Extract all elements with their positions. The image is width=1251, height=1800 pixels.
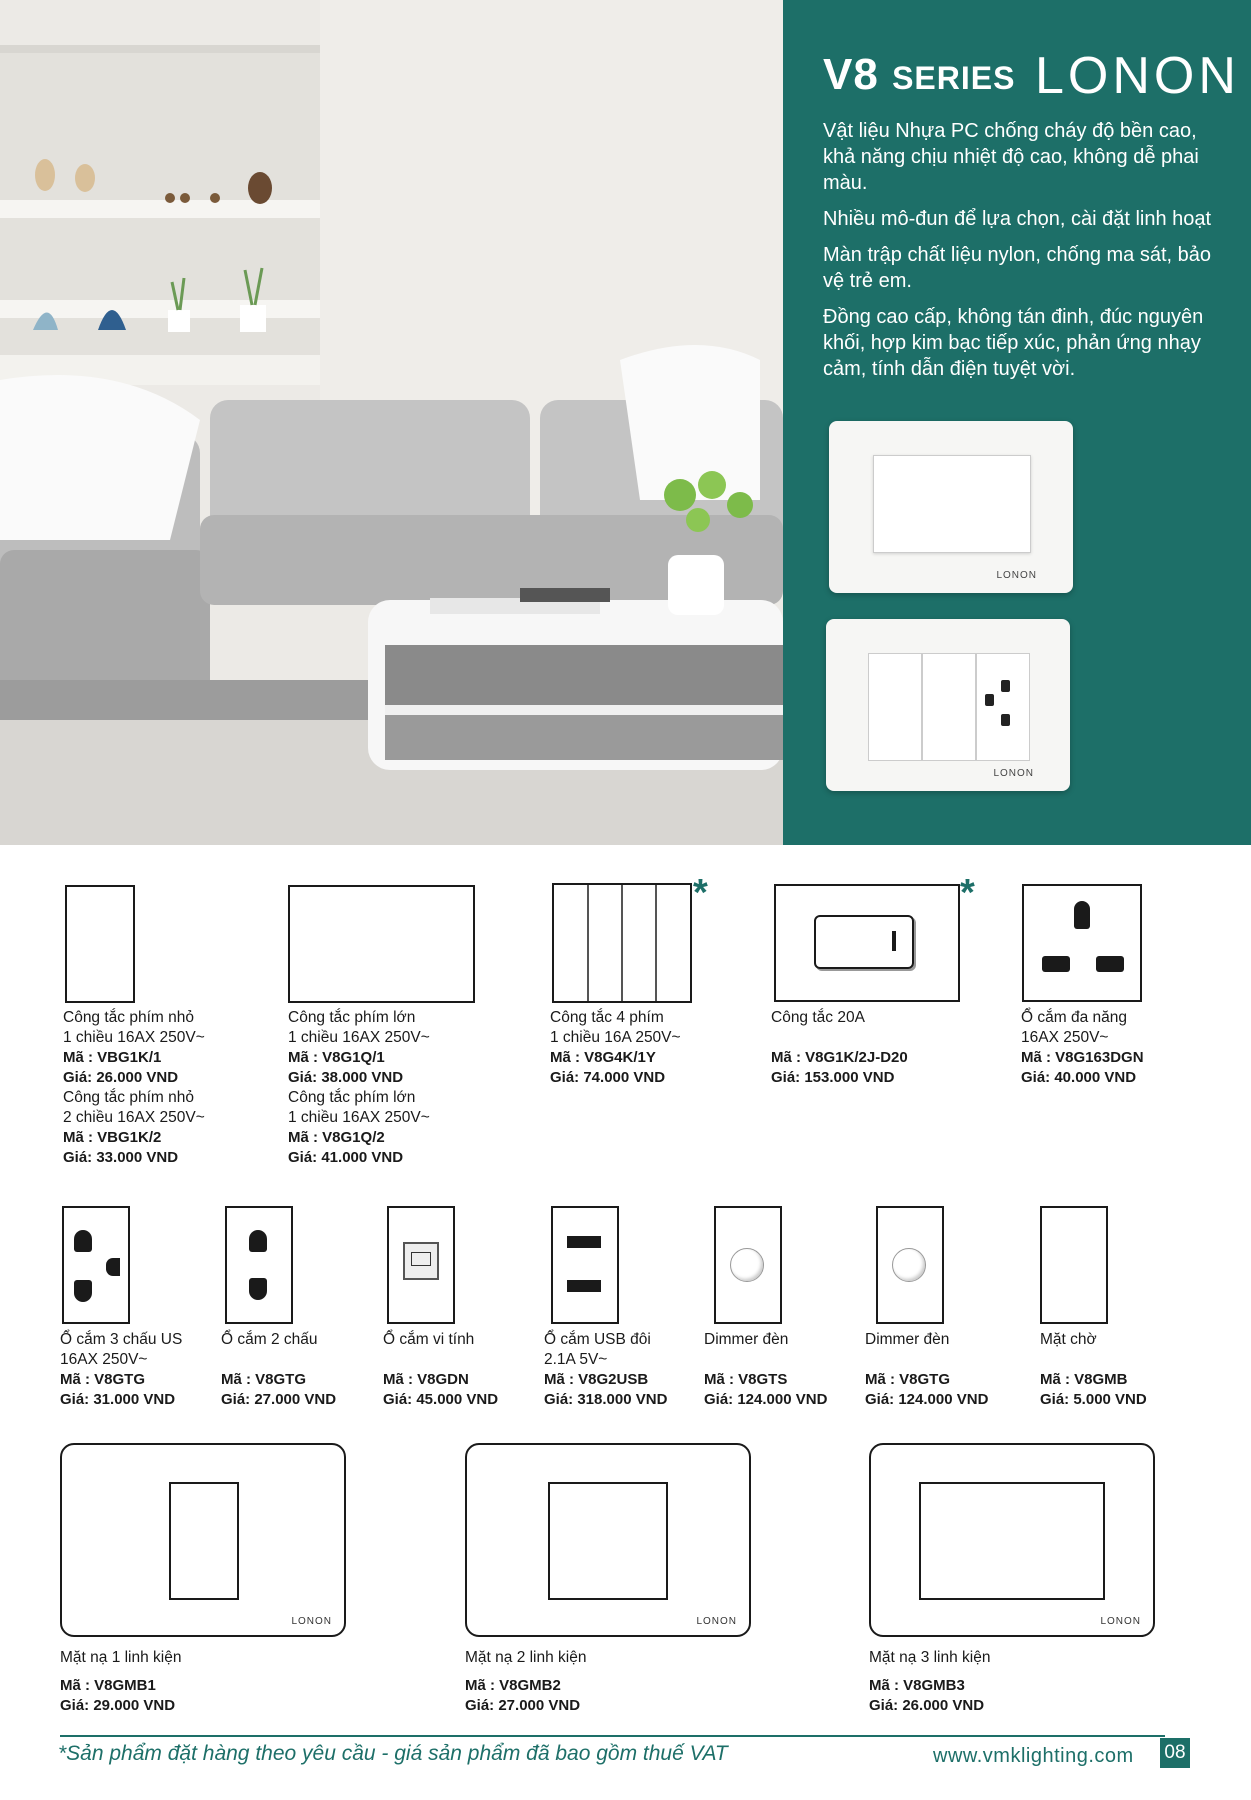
product-name: Công tắc phím nhỏ 2 chiều 16AX 250V~ bbox=[63, 1089, 205, 1126]
product-name: Dimmer đèn bbox=[704, 1331, 789, 1348]
website-link[interactable]: www.vmklighting.com bbox=[933, 1745, 1134, 1767]
switch-rocker bbox=[873, 455, 1031, 553]
product-price: Giá: 318.000 VND bbox=[544, 1391, 668, 1408]
product-small-key-switch bbox=[63, 1008, 205, 1168]
mask-3-module-icon bbox=[869, 1443, 1155, 1637]
product-price: Giá: 124.000 VND bbox=[704, 1391, 828, 1408]
switch-plate-photo bbox=[829, 421, 1073, 593]
product-four-key-switch bbox=[550, 1008, 681, 1088]
plate-logo: LONON bbox=[1100, 1616, 1141, 1627]
series-label: SERIES bbox=[892, 60, 1016, 96]
2pin-socket-icon bbox=[225, 1206, 293, 1324]
laptop-glyph bbox=[411, 1252, 431, 1266]
socket-module bbox=[976, 653, 1030, 761]
product-computer-socket bbox=[383, 1330, 498, 1410]
plate-logo: LONON bbox=[996, 570, 1037, 581]
feature-2: Nhiều mô-đun để lựa chọn, cài đặt linh hoạt bbox=[823, 208, 1212, 230]
product-price: Giá: 27.000 VND bbox=[221, 1391, 337, 1408]
order-star: * bbox=[960, 872, 975, 914]
product-price: Giá: 45.000 VND bbox=[383, 1391, 499, 1408]
product-code: Mã : V8G1Q/1 bbox=[288, 1049, 385, 1066]
product-name: Ổ cắm 3 chấu US 16AX 250V~ bbox=[60, 1331, 183, 1368]
pin bbox=[106, 1258, 120, 1276]
plate-logo: LONON bbox=[993, 768, 1034, 779]
universal-socket-icon bbox=[1022, 884, 1142, 1002]
switch-20a-icon bbox=[774, 884, 960, 1002]
teal-info-panel bbox=[783, 0, 1251, 845]
product-name: Mặt nạ 2 linh kiện bbox=[465, 1649, 587, 1666]
page-number: 08 bbox=[1160, 1738, 1190, 1768]
product-price: Giá: 31.000 VND bbox=[60, 1391, 176, 1408]
product-code: Mã : V8GTG bbox=[865, 1371, 951, 1388]
product-mask-2 bbox=[465, 1648, 587, 1716]
feature-4: Đồng cao cấp, không tán đinh, đúc nguyên khối, hợp kim bạc tiếp xúc, phản ứng nhạy cảm, tính dẫn điện tuyệt vời. bbox=[823, 306, 1204, 380]
product-code: Mã : V8G1K/2J-D20 bbox=[771, 1049, 908, 1066]
dimmer-knob bbox=[730, 1248, 764, 1282]
product-code: Mã : V8G2USB bbox=[544, 1371, 649, 1388]
product-code: Mã : V8GMB bbox=[1040, 1371, 1128, 1388]
product-name: Công tắc phím nhỏ 1 chiều 16AX 250V~ bbox=[63, 1009, 205, 1046]
network-port-icon bbox=[403, 1242, 439, 1280]
product-dimmer-1 bbox=[704, 1330, 827, 1410]
module-opening bbox=[169, 1482, 239, 1600]
product-code: Mã : V8GTG bbox=[60, 1371, 146, 1388]
blank-module bbox=[922, 653, 976, 761]
feature-3: Màn trập chất liệu nylon, chống ma sát, bảo vệ trẻ em. bbox=[823, 244, 1212, 292]
product-switch-20a bbox=[771, 1008, 908, 1088]
small-switch bbox=[868, 653, 922, 761]
feature-list bbox=[823, 118, 1233, 392]
product-dimmer-2 bbox=[865, 1330, 988, 1410]
product-price: Giá: 40.000 VND bbox=[1021, 1069, 1137, 1086]
pin-left bbox=[1042, 956, 1070, 972]
product-name: Công tắc phím lớn 1 chiều 16AX 250V~ bbox=[288, 1009, 430, 1046]
pin bbox=[74, 1280, 92, 1302]
product-name: Công tắc 4 phím 1 chiều 16A 250V~ bbox=[550, 1009, 681, 1046]
product-code: Mã : V8GTG bbox=[221, 1371, 307, 1388]
product-code: Mã : V8GMB1 bbox=[60, 1677, 156, 1694]
product-name: Ổ cắm vi tính bbox=[383, 1331, 475, 1348]
product-name: Ổ cắm 2 chấu bbox=[221, 1331, 318, 1348]
pin-top bbox=[1074, 901, 1090, 929]
product-price: Giá: 5.000 VND bbox=[1040, 1391, 1147, 1408]
product-code: Mã : V8G163DGN bbox=[1021, 1049, 1144, 1066]
product-code: Mã : V8G1Q/2 bbox=[288, 1129, 385, 1146]
product-price: Giá: 153.000 VND bbox=[771, 1069, 895, 1086]
product-name: Công tắc phím lớn 1 chiều 16AX 250V~ bbox=[288, 1089, 430, 1126]
product-price: Giá: 74.000 VND bbox=[550, 1069, 666, 1086]
product-name: Mặt chờ bbox=[1040, 1331, 1097, 1348]
pin-right bbox=[1096, 956, 1124, 972]
pin bbox=[74, 1230, 92, 1252]
product-price: Giá: 26.000 VND bbox=[63, 1069, 179, 1086]
living-room-illustration bbox=[0, 0, 783, 845]
mask-1-module-icon bbox=[60, 1443, 346, 1637]
product-mask-1 bbox=[60, 1648, 182, 1716]
product-price: Giá: 124.000 VND bbox=[865, 1391, 989, 1408]
product-code: Mã : VBG1K/1 bbox=[63, 1049, 162, 1066]
product-large-key-switch bbox=[288, 1008, 430, 1168]
product-name: Mặt nạ 1 linh kiện bbox=[60, 1649, 182, 1666]
usb-port bbox=[567, 1236, 601, 1248]
module-opening bbox=[919, 1482, 1105, 1600]
socket-pin-bottom bbox=[1001, 714, 1010, 726]
product-code: Mã : V8G4K/1Y bbox=[550, 1049, 656, 1066]
product-name: Ổ cắm đa năng 16AX 250V~ bbox=[1021, 1009, 1127, 1046]
feature-1: Vật liệu Nhựa PC chống cháy độ bền cao, khả năng chịu nhiệt độ cao, không dễ phai màu. bbox=[823, 120, 1199, 194]
module-opening bbox=[548, 1482, 668, 1600]
product-code: Mã : V8GMB3 bbox=[869, 1677, 965, 1694]
product-universal-socket bbox=[1021, 1008, 1144, 1088]
mask-2-module-icon bbox=[465, 1443, 751, 1637]
product-2pin-socket bbox=[221, 1330, 336, 1410]
series-title bbox=[823, 50, 1015, 100]
socket-pin-top bbox=[1001, 680, 1010, 692]
pin bbox=[249, 1230, 267, 1252]
product-us-3pin-socket bbox=[60, 1330, 182, 1410]
dimmer-icon bbox=[714, 1206, 782, 1324]
computer-socket-icon bbox=[387, 1206, 455, 1324]
four-key-switch-icon bbox=[552, 883, 692, 1003]
key-divider bbox=[655, 885, 657, 1001]
large-key-switch-icon bbox=[288, 885, 475, 1003]
product-name: Dimmer đèn bbox=[865, 1331, 950, 1348]
rocker-indicator bbox=[892, 931, 896, 951]
lonon-logo: LONON bbox=[1035, 47, 1240, 105]
product-price: Giá: 27.000 VND bbox=[465, 1697, 581, 1714]
rocker-20a bbox=[814, 915, 914, 969]
switch-socket-plate-photo bbox=[826, 619, 1070, 791]
footer-divider bbox=[60, 1735, 1165, 1737]
product-price: Giá: 26.000 VND bbox=[869, 1697, 985, 1714]
product-name: Mặt nạ 3 linh kiện bbox=[869, 1649, 991, 1666]
dimmer-icon bbox=[876, 1206, 944, 1324]
us-3pin-socket-icon bbox=[62, 1206, 130, 1324]
product-code: Mã : V8GMB2 bbox=[465, 1677, 561, 1694]
plate-logo: LONON bbox=[696, 1616, 737, 1627]
small-key-switch-icon bbox=[65, 885, 135, 1003]
order-star: * bbox=[693, 872, 708, 914]
series-number: V8 bbox=[823, 50, 879, 99]
product-price: Giá: 29.000 VND bbox=[60, 1697, 176, 1714]
product-code: Mã : V8GTS bbox=[704, 1371, 788, 1388]
product-usb-socket bbox=[544, 1330, 667, 1410]
living-room-photo bbox=[0, 0, 783, 845]
blank-cover-icon bbox=[1040, 1206, 1108, 1324]
footer-note: *Sản phẩm đặt hàng theo yêu cầu - giá sản phẩm đã bao gồm thuế VAT bbox=[58, 1742, 728, 1765]
product-price: Giá: 33.000 VND bbox=[63, 1149, 179, 1166]
product-name: Ổ cắm USB đôi 2.1A 5V~ bbox=[544, 1331, 651, 1368]
socket-pin-left bbox=[985, 694, 994, 706]
dimmer-knob bbox=[892, 1248, 926, 1282]
product-price: Giá: 41.000 VND bbox=[288, 1149, 404, 1166]
product-blank-cover bbox=[1040, 1330, 1147, 1410]
usb-port bbox=[567, 1280, 601, 1292]
product-price: Giá: 38.000 VND bbox=[288, 1069, 404, 1086]
plate-logo: LONON bbox=[291, 1616, 332, 1627]
product-code: Mã : V8GDN bbox=[383, 1371, 469, 1388]
product-name: Công tắc 20A bbox=[771, 1009, 865, 1026]
key-divider bbox=[587, 885, 589, 1001]
product-mask-3 bbox=[869, 1648, 991, 1716]
usb-socket-icon bbox=[551, 1206, 619, 1324]
pin bbox=[249, 1278, 267, 1300]
key-divider bbox=[621, 885, 623, 1001]
product-code: Mã : VBG1K/2 bbox=[63, 1129, 162, 1146]
